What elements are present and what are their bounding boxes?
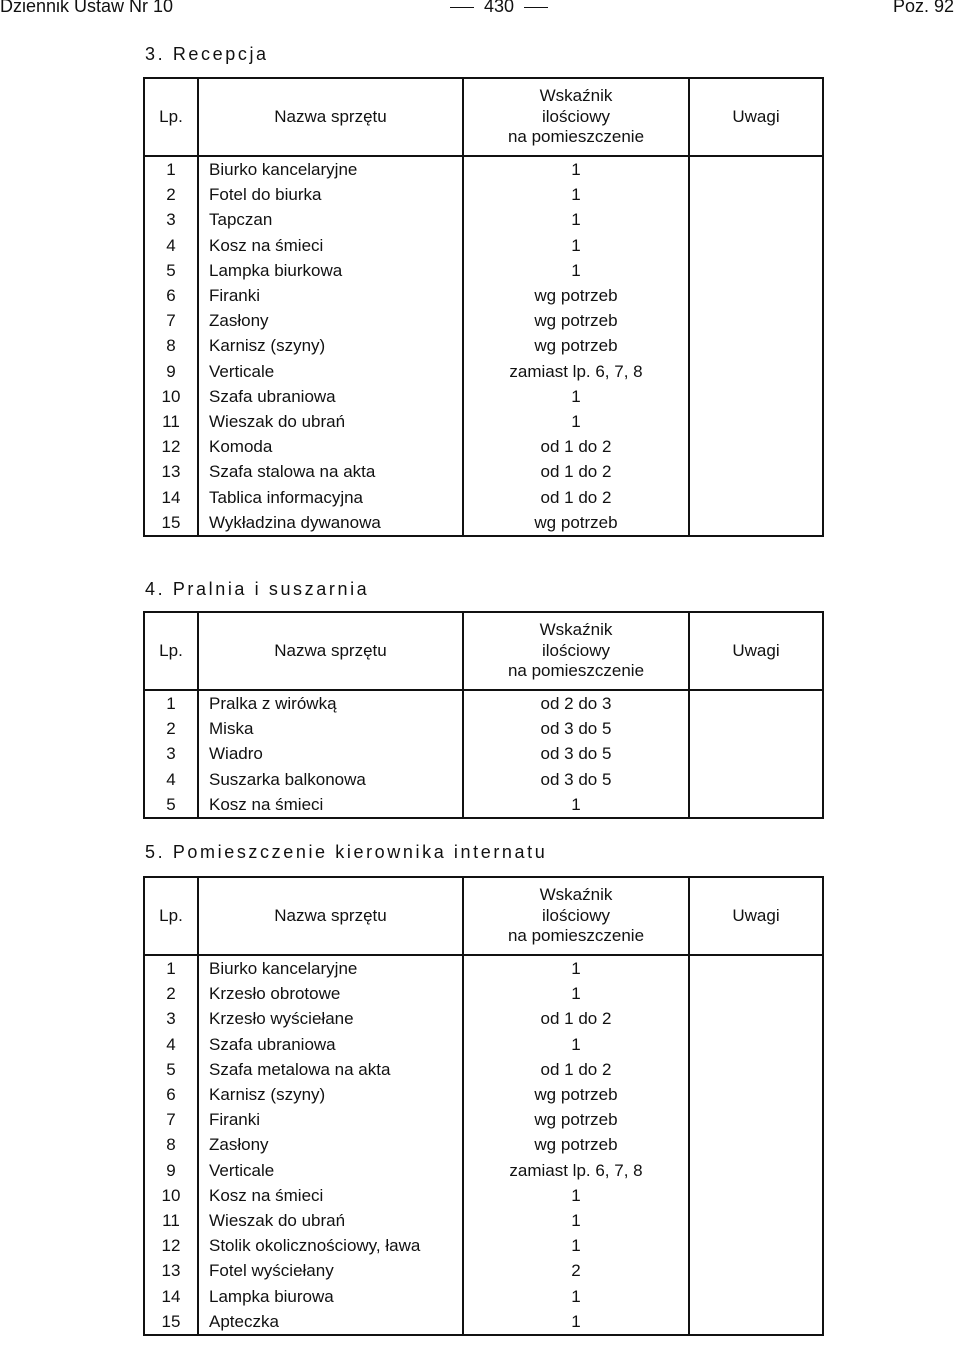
cell-name: Miska <box>198 716 463 741</box>
section-title-recepcja: 3. Recepcja <box>145 44 269 64</box>
section-title-pralnia: 4. Pralnia i suszarnia <box>145 579 370 599</box>
col-header-remarks: Uwagi <box>689 877 823 955</box>
cell-remarks <box>689 716 823 741</box>
cell-quantity: 1 <box>463 955 689 981</box>
cell-remarks <box>689 1057 823 1082</box>
cell-lp: 13 <box>144 1258 198 1283</box>
cell-remarks <box>689 359 823 384</box>
col-header-name: Nazwa sprzętu <box>198 877 463 955</box>
cell-name: Karnisz (szyny) <box>198 1082 463 1107</box>
journal-title: Dziennik Ustaw Nr 10 <box>0 0 174 16</box>
table-row <box>144 333 823 358</box>
cell-name: Pralka z wirówką <box>198 690 463 716</box>
cell-lp: 9 <box>144 359 198 384</box>
cell-name: Verticale <box>198 359 463 384</box>
cell-lp: 1 <box>144 955 198 981</box>
cell-name: Firanki <box>198 283 463 308</box>
cell-lp: 14 <box>144 1283 198 1308</box>
cell-quantity: zamiast lp. 6, 7, 8 <box>463 1158 689 1183</box>
table-row <box>144 484 823 509</box>
cell-name: Kosz na śmieci <box>198 1183 463 1208</box>
cell-remarks <box>689 690 823 716</box>
table-body <box>144 690 823 818</box>
cell-quantity: 1 <box>463 1183 689 1208</box>
qty-header-line: na pomieszczenie <box>507 127 645 147</box>
col-header-quantity <box>463 877 689 955</box>
cell-name: Kosz na śmieci <box>198 792 463 818</box>
table-row <box>144 1158 823 1183</box>
table-row <box>144 258 823 283</box>
cell-remarks <box>689 409 823 434</box>
cell-name: Wieszak do ubrań <box>198 1208 463 1233</box>
table-row <box>144 690 823 716</box>
cell-lp: 11 <box>144 1208 198 1233</box>
cell-remarks <box>689 484 823 509</box>
cell-lp: 5 <box>144 258 198 283</box>
cell-lp: 15 <box>144 1309 198 1335</box>
cell-name: Wieszak do ubrań <box>198 409 463 434</box>
cell-quantity: od 1 do 2 <box>463 1006 689 1031</box>
cell-name: Stolik okolicznościowy, ława <box>198 1233 463 1258</box>
table-row <box>144 156 823 182</box>
cell-lp: 4 <box>144 767 198 792</box>
table-row <box>144 233 823 258</box>
cell-lp: 10 <box>144 384 198 409</box>
table-row <box>144 1183 823 1208</box>
table-row <box>144 409 823 434</box>
table-row <box>144 955 823 981</box>
cell-quantity: od 3 do 5 <box>463 767 689 792</box>
cell-name: Zasłony <box>198 1132 463 1157</box>
table-row <box>144 716 823 741</box>
cell-lp: 4 <box>144 1032 198 1057</box>
cell-name: Krzesło obrotowe <box>198 981 463 1006</box>
cell-quantity: wg potrzeb <box>463 1107 689 1132</box>
cell-name: Szafa ubraniowa <box>198 1032 463 1057</box>
cell-lp: 3 <box>144 1006 198 1031</box>
cell-quantity: 1 <box>463 1309 689 1335</box>
cell-lp: 7 <box>144 1107 198 1132</box>
table-row <box>144 981 823 1006</box>
cell-quantity: od 1 do 2 <box>463 1057 689 1082</box>
cell-lp: 13 <box>144 459 198 484</box>
cell-remarks <box>689 981 823 1006</box>
table-row <box>144 1057 823 1082</box>
col-header-lp: Lp. <box>144 78 198 156</box>
cell-lp: 15 <box>144 510 198 536</box>
cell-lp: 12 <box>144 434 198 459</box>
table-row <box>144 1107 823 1132</box>
cell-quantity: od 1 do 2 <box>463 484 689 509</box>
cell-name: Lampka biurowa <box>198 1283 463 1308</box>
position-label: Poz. 92 <box>892 0 954 16</box>
cell-quantity: 1 <box>463 384 689 409</box>
cell-remarks <box>689 207 823 232</box>
cell-remarks <box>689 156 823 182</box>
table-row <box>144 207 823 232</box>
table-body <box>144 955 823 1335</box>
cell-name: Fotel wyściełany <box>198 1258 463 1283</box>
cell-lp: 12 <box>144 1233 198 1258</box>
cell-name: Szafa stalowa na akta <box>198 459 463 484</box>
qty-header-line: Wskaźnik <box>539 620 613 640</box>
qty-header-line: Wskaźnik <box>539 86 613 106</box>
table-row <box>144 308 823 333</box>
cell-name: Lampka biurkowa <box>198 258 463 283</box>
col-header-lp: Lp. <box>144 877 198 955</box>
cell-lp: 2 <box>144 182 198 207</box>
page-number <box>440 0 558 17</box>
cell-remarks <box>689 1309 823 1335</box>
cell-lp: 2 <box>144 981 198 1006</box>
cell-name: Karnisz (szyny) <box>198 333 463 358</box>
cell-quantity: 1 <box>463 1283 689 1308</box>
table-row <box>144 1309 823 1335</box>
cell-quantity: 1 <box>463 409 689 434</box>
cell-quantity: od 3 do 5 <box>463 716 689 741</box>
col-header-remarks: Uwagi <box>689 78 823 156</box>
table-row <box>144 1233 823 1258</box>
table-row <box>144 1208 823 1233</box>
cell-quantity: wg potrzeb <box>463 1132 689 1157</box>
table-row <box>144 359 823 384</box>
cell-quantity: zamiast lp. 6, 7, 8 <box>463 359 689 384</box>
col-header-name: Nazwa sprzętu <box>198 78 463 156</box>
section-title-kierownik: 5. Pomieszczenie kierownika internatu <box>145 842 548 862</box>
table-row <box>144 1006 823 1031</box>
qty-header-line: ilościowy <box>541 640 611 660</box>
cell-lp: 7 <box>144 308 198 333</box>
cell-quantity: 1 <box>463 1233 689 1258</box>
cell-remarks <box>689 792 823 818</box>
cell-remarks <box>689 1032 823 1057</box>
qty-header-line: Wskaźnik <box>539 885 613 905</box>
table-row <box>144 182 823 207</box>
cell-remarks <box>689 955 823 981</box>
cell-lp: 5 <box>144 792 198 818</box>
cell-quantity: wg potrzeb <box>463 308 689 333</box>
cell-name: Szafa ubraniowa <box>198 384 463 409</box>
cell-name: Tablica informacyjna <box>198 484 463 509</box>
col-header-quantity <box>463 612 689 690</box>
cell-quantity: 1 <box>463 1032 689 1057</box>
cell-name: Biurko kancelaryjne <box>198 955 463 981</box>
equipment-table-recepcja <box>143 77 824 537</box>
cell-remarks <box>689 1208 823 1233</box>
cell-name: Fotel do biurka <box>198 182 463 207</box>
cell-name: Komoda <box>198 434 463 459</box>
cell-lp: 5 <box>144 1057 198 1082</box>
cell-remarks <box>689 767 823 792</box>
table-row <box>144 434 823 459</box>
cell-remarks <box>689 1233 823 1258</box>
cell-remarks <box>689 1107 823 1132</box>
table-row <box>144 792 823 818</box>
table-row <box>144 1283 823 1308</box>
cell-remarks <box>689 459 823 484</box>
cell-name: Krzesło wyściełane <box>198 1006 463 1031</box>
cell-quantity: od 2 do 3 <box>463 690 689 716</box>
qty-header-line: ilościowy <box>541 106 611 126</box>
cell-remarks <box>689 741 823 766</box>
cell-remarks <box>689 182 823 207</box>
dash-right <box>524 7 548 8</box>
table-row <box>144 1132 823 1157</box>
cell-lp: 2 <box>144 716 198 741</box>
cell-remarks <box>689 1183 823 1208</box>
table-row <box>144 283 823 308</box>
equipment-table-pralnia <box>143 611 824 819</box>
table-row <box>144 767 823 792</box>
cell-name: Biurko kancelaryjne <box>198 156 463 182</box>
cell-lp: 3 <box>144 207 198 232</box>
cell-quantity: 1 <box>463 207 689 232</box>
cell-lp: 1 <box>144 156 198 182</box>
cell-quantity: 1 <box>463 182 689 207</box>
table-row <box>144 1082 823 1107</box>
table-row <box>144 1258 823 1283</box>
cell-quantity: 1 <box>463 981 689 1006</box>
cell-remarks <box>689 1283 823 1308</box>
cell-remarks <box>689 233 823 258</box>
cell-quantity: 1 <box>463 258 689 283</box>
cell-quantity: wg potrzeb <box>463 283 689 308</box>
cell-name: Tapczan <box>198 207 463 232</box>
cell-quantity: 2 <box>463 1258 689 1283</box>
col-header-quantity <box>463 78 689 156</box>
cell-quantity: od 3 do 5 <box>463 741 689 766</box>
table-row <box>144 741 823 766</box>
cell-lp: 14 <box>144 484 198 509</box>
cell-remarks <box>689 384 823 409</box>
cell-lp: 1 <box>144 690 198 716</box>
cell-name: Suszarka balkonowa <box>198 767 463 792</box>
cell-quantity: wg potrzeb <box>463 1082 689 1107</box>
table-row <box>144 1032 823 1057</box>
cell-remarks <box>689 258 823 283</box>
cell-name: Verticale <box>198 1158 463 1183</box>
cell-remarks <box>689 308 823 333</box>
cell-quantity: od 1 do 2 <box>463 459 689 484</box>
cell-lp: 9 <box>144 1158 198 1183</box>
cell-remarks <box>689 283 823 308</box>
cell-name: Wykładzina dywanowa <box>198 510 463 536</box>
cell-quantity: wg potrzeb <box>463 333 689 358</box>
cell-lp: 8 <box>144 1132 198 1157</box>
cell-remarks <box>689 1082 823 1107</box>
cell-lp: 3 <box>144 741 198 766</box>
cell-lp: 6 <box>144 1082 198 1107</box>
cell-remarks <box>689 510 823 536</box>
table-row <box>144 459 823 484</box>
qty-header-line: na pomieszczenie <box>507 661 645 681</box>
cell-lp: 11 <box>144 409 198 434</box>
dash-left <box>450 7 474 8</box>
cell-quantity: 1 <box>463 233 689 258</box>
cell-remarks <box>689 1258 823 1283</box>
table-row <box>144 510 823 536</box>
cell-lp: 4 <box>144 233 198 258</box>
cell-lp: 6 <box>144 283 198 308</box>
cell-quantity: 1 <box>463 792 689 818</box>
cell-name: Firanki <box>198 1107 463 1132</box>
col-header-name: Nazwa sprzętu <box>198 612 463 690</box>
cell-quantity: 1 <box>463 156 689 182</box>
cell-lp: 8 <box>144 333 198 358</box>
cell-remarks <box>689 1006 823 1031</box>
cell-name: Kosz na śmieci <box>198 233 463 258</box>
equipment-table-kierownik <box>143 876 824 1336</box>
cell-quantity: wg potrzeb <box>463 510 689 536</box>
cell-name: Wiadro <box>198 741 463 766</box>
cell-remarks <box>689 434 823 459</box>
cell-name: Apteczka <box>198 1309 463 1335</box>
page-number-text: 430 <box>484 0 515 16</box>
cell-remarks <box>689 1132 823 1157</box>
cell-lp: 10 <box>144 1183 198 1208</box>
col-header-lp: Lp. <box>144 612 198 690</box>
qty-header-line: na pomieszczenie <box>507 926 645 946</box>
cell-remarks <box>689 1158 823 1183</box>
cell-quantity: od 1 do 2 <box>463 434 689 459</box>
cell-remarks <box>689 333 823 358</box>
qty-header-line: ilościowy <box>541 905 611 925</box>
cell-quantity: 1 <box>463 1208 689 1233</box>
col-header-remarks: Uwagi <box>689 612 823 690</box>
cell-name: Zasłony <box>198 308 463 333</box>
table-row <box>144 384 823 409</box>
table-body <box>144 156 823 536</box>
cell-name: Szafa metalowa na akta <box>198 1057 463 1082</box>
